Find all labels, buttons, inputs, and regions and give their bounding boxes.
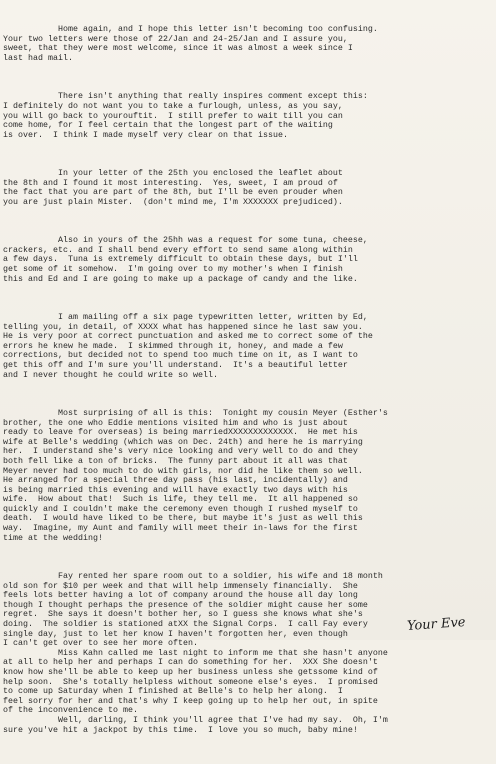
paragraph-7: Fay rented her spare room out to a soldier, his wife and 18 month old son for $10 per week and that will help immensely financially. She feels lots better having a lot of company around the house all day long though I thought perhaps the presence of the soldier might cause her some regret. She says it doesn't bother her, so I guess she knows what she's doing. The soldier is stationed atXX the Signal Corps. I call Fay every single day, just to let her know I haven't forgotten her, even though I can't get over to see her more often. Miss Kahn called me last night to inform me that she hasn't anyone at all to help her and perhaps I can do something for her. XXX She doesn't know how she'll be able to keep up her business unless she getssome kind of help soon. She's totally helpless without someone else's eyes. I promised to come up Saturday when I finished at Belle's to help her along. I feel sorry for her and that's why I keep going up to help her out, in spite of the inconvenience to me. Well, darling, I think you'll agree that I've had my say. Oh, I'm sure you've hit a jackpot by this time. I love you so much, baby mine! bbox=[3, 572, 388, 735]
handwritten-signature: Your Eve bbox=[407, 614, 467, 635]
letter-body bbox=[3, 6, 491, 764]
paragraph-6: Most surprising of all is this: Tonight my cousin Meyer (Esther's brother, the one who Eddie mentions visited him and who is just about ready to leave for overseas) is being marriedXXXXXXXXXXXXX. He met his wife at Belle's wedding (which was on Dec. 24th) and here he is marrying her. I understand she's very nice looking and very well to do and they both fell like a ton of bricks. The funny part about it all was that Meyer never had too much to do with girls, nor did he like them so well. He arranged for a special three day pass (his last, incidentally) and is being married this evening and will have exactly two days with his wife. How about that! Such is life, they tell me. It all happened so quickly and I couldn't make the ceremony even though I rushed myself to death. I would have liked to be there, but maybe it's just as well this way. Imagine, my Aunt and family will meet their in-laws for the first time at the wedding! bbox=[3, 408, 388, 543]
paragraph-3: In your letter of the 25th you enclosed the leaflet about the 8th and I found it most interesting. Yes, sweet, I am proud of the fact that you are part of the 8th, but I'll be even prouder when you are just plain Mister. (don't mind me, I'm XXXXXXX prejudiced). bbox=[3, 169, 343, 207]
paragraph-1: Home again, and I hope this letter isn't becoming too confusing. Your two letters were those of 22/Jan and 24-25/Jan and I assure you, sweet, that they were most welcome, since it was almost a week since I last had mail. bbox=[3, 25, 378, 63]
paragraph-5: I am mailing off a six page typewritten letter, written by Ed, telling you, in detail, of XXXX what has happened since he last saw you. He is very poor at correct punctuation and asked me to correct some of the errors he knew he made. I skimmed through it, honey, and made a few corrections, but decided not to spend too much time on it, as I want to get this off and I'm sure you'll understand. It's a beautiful letter and I never thought he could write so well. bbox=[3, 313, 373, 380]
paragraph-2: There isn't anything that really inspires comment except this: I definitely do not want you to take a furlough, unless, as you say, you will go back to yourouftit. I still prefer to wait till you can come home, for I feel certain that the longest part of the waiting is over. I think I made myself very clear on that issue. bbox=[3, 92, 368, 140]
paragraph-4: Also in yours of the 25hh was a request for some tuna, cheese, crackers, etc. and I shall bend every effort to send same along within a few days. Tuna is extremely difficult to obtain these days, but I'll get some of it somehow. I'm going over to my mother's when I finish this and Ed and I are going to make up a package of candy and the like. bbox=[3, 236, 368, 284]
